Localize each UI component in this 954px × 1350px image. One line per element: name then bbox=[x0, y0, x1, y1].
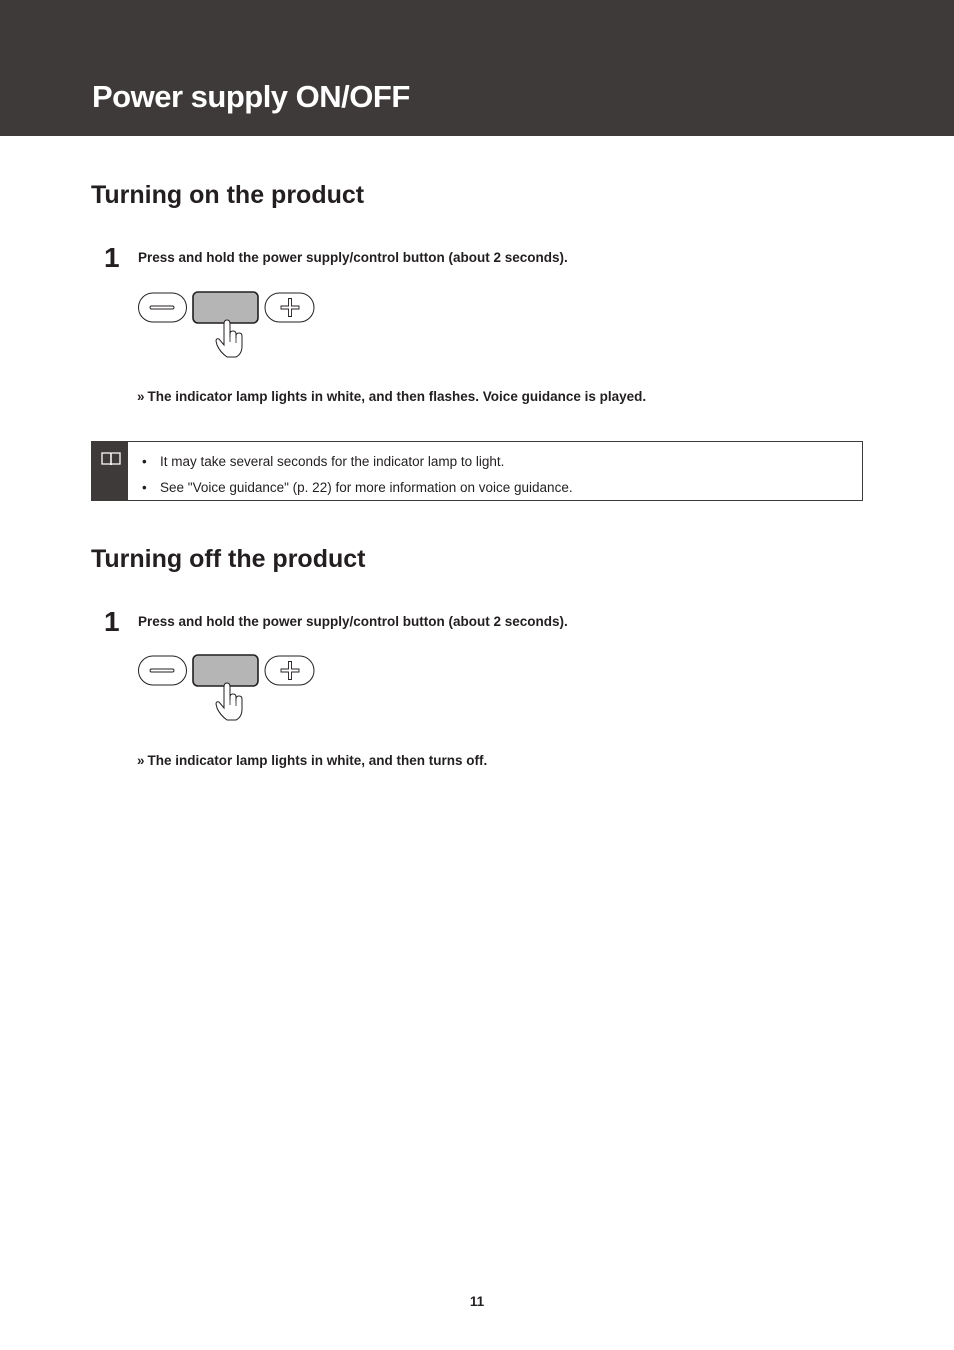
result-arrow-icon: » bbox=[137, 753, 145, 768]
note-list bbox=[142, 449, 573, 501]
page-title: Power supply ON/OFF bbox=[92, 79, 410, 114]
button-press-illustration bbox=[136, 653, 318, 725]
section-heading-turning-on: Turning on the product bbox=[91, 181, 365, 209]
power-control-button-icon bbox=[193, 292, 258, 323]
pressing-finger-icon bbox=[216, 683, 242, 720]
section-heading-turning-off: Turning off the product bbox=[91, 545, 366, 573]
minus-button-icon bbox=[139, 656, 187, 685]
note-item: • It may take several seconds for the indicator lamp to light. bbox=[142, 449, 573, 475]
book-icon bbox=[101, 451, 121, 467]
result-description: The indicator lamp lights in white, and then turns off. bbox=[147, 753, 488, 768]
minus-button-icon bbox=[139, 293, 187, 322]
bullet: • bbox=[142, 480, 147, 495]
page-number: 11 bbox=[469, 1294, 485, 1309]
header-band bbox=[0, 0, 954, 136]
plus-button-icon bbox=[265, 656, 314, 685]
button-press-illustration bbox=[136, 290, 318, 362]
note-box bbox=[91, 441, 863, 501]
pressing-finger-icon bbox=[216, 320, 242, 357]
step-instruction: Press and hold the power supply/control button (about 2 seconds). bbox=[138, 614, 568, 629]
note-tab bbox=[92, 442, 128, 500]
bullet: • bbox=[142, 454, 147, 469]
result-text bbox=[137, 753, 487, 769]
step-instruction: Press and hold the power supply/control button (about 2 seconds). bbox=[138, 250, 568, 265]
step-number: 1 bbox=[104, 606, 120, 637]
step-number: 1 bbox=[104, 242, 120, 273]
plus-button-icon bbox=[265, 293, 314, 322]
result-text bbox=[137, 389, 646, 405]
result-description: The indicator lamp lights in white, and then flashes. Voice guidance is played. bbox=[147, 389, 647, 404]
result-arrow-icon: » bbox=[137, 389, 145, 404]
power-control-button-icon bbox=[193, 655, 258, 686]
note-item: • See "Voice guidance" (p. 22) for more information on voice guidance. bbox=[142, 475, 573, 501]
